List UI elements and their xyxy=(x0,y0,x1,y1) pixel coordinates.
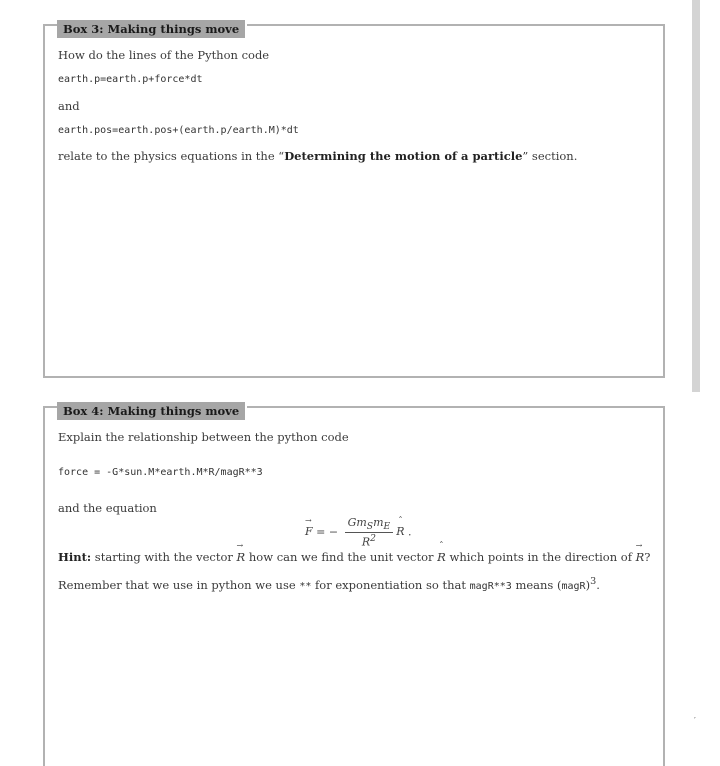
formula-sub-s: S xyxy=(366,521,374,533)
box-4-code-line: force = -G*sun.M*earth.M*R/magR**3 xyxy=(58,467,263,478)
hint-text-3: which points in the direction of xyxy=(445,550,636,564)
formula-force-vector: → F xyxy=(305,525,313,538)
box-4-title: Box 4: Making things move xyxy=(57,402,247,420)
formula-sub-e: E xyxy=(383,521,391,533)
remember-text-1: Remember that we use in python we use xyxy=(58,577,300,592)
hint-label: Hint: xyxy=(58,550,92,564)
formula-end: . xyxy=(404,525,412,539)
relate-prefix: relate to the physics equations in the “ xyxy=(58,149,285,163)
remember-sup: 3 xyxy=(590,576,597,587)
formula-denominator xyxy=(345,533,394,549)
box-4-hint-line xyxy=(58,550,650,564)
remember-code-magr3: magR**3 xyxy=(469,580,512,592)
formula-fraction xyxy=(345,516,394,549)
corner-mark: ′ xyxy=(694,716,696,725)
box-3-code-line-1: earth.p=earth.p+force*dt xyxy=(58,74,203,85)
hint-text-2: how can we find the unit vector xyxy=(245,550,438,564)
hint-unit-vector-r: ˆ R xyxy=(437,550,446,564)
box-3 xyxy=(43,24,665,378)
box-4 xyxy=(43,406,665,766)
hint-end: ? xyxy=(644,550,651,564)
formula-numerator xyxy=(345,516,394,533)
box-3-code-line-2: earth.pos=earth.pos+(earth.p/earth.M)*dt xyxy=(58,125,299,136)
formula-num-gm: Gm xyxy=(347,516,367,529)
relate-suffix: ” section. xyxy=(522,149,578,163)
box-3-and-text: and xyxy=(58,99,80,113)
remember-text-5: . xyxy=(596,577,600,592)
box-3-relate-line xyxy=(58,149,577,163)
box-4-question-line: Explain the relationship between the python code xyxy=(58,430,349,444)
hint-vector-r-2: → R xyxy=(636,550,645,564)
formula-num-m: m xyxy=(373,516,384,529)
box-4-remember-line xyxy=(58,576,600,592)
formula-den-r: R xyxy=(361,535,371,549)
formula-den-sup: 2 xyxy=(370,533,376,545)
remember-text-2: for exponentiation so that xyxy=(311,577,470,592)
hint-text-1: starting with the vector xyxy=(91,550,237,564)
formula-equals: = − xyxy=(312,525,339,539)
remember-code-exp: ** xyxy=(299,580,312,592)
box-4-and-equation-text: and the equation xyxy=(58,501,157,515)
box-3-title: Box 3: Making things move xyxy=(57,20,247,38)
formula-unit-vector: ˆ R xyxy=(396,525,404,538)
hint-vector-r-1: → R xyxy=(237,550,246,564)
scrollbar[interactable] xyxy=(692,0,700,392)
remember-text-4: ) xyxy=(585,577,591,592)
relate-section-name: Determining the motion of a particle xyxy=(284,149,523,163)
box-3-question-line: How do the lines of the Python code xyxy=(58,48,270,62)
remember-code-magr: magR xyxy=(561,580,586,592)
gravity-formula xyxy=(305,516,412,549)
remember-text-3: means ( xyxy=(511,577,562,592)
